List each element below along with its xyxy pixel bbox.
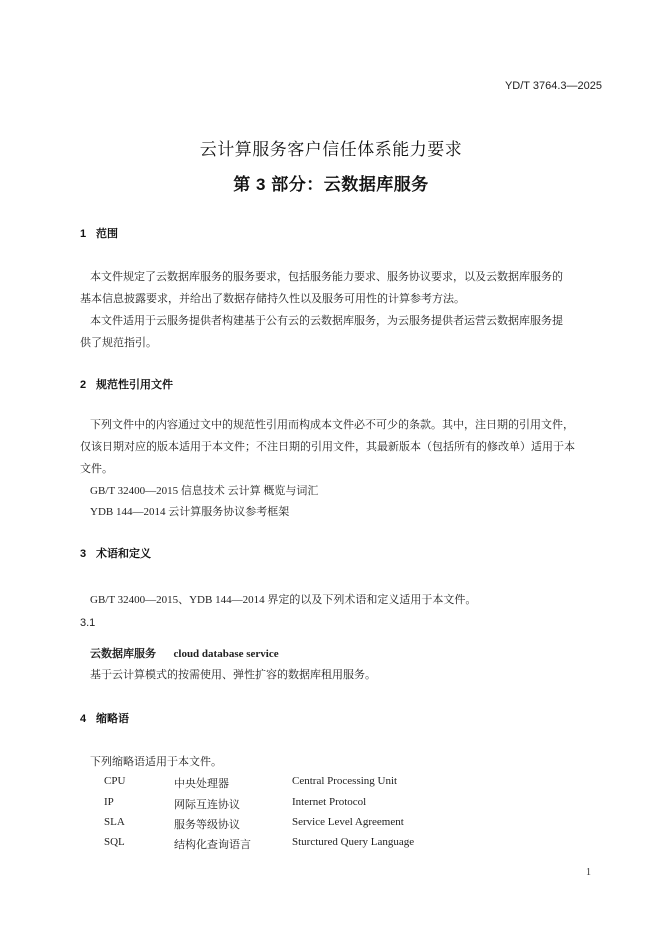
paragraph-line: 基本信息披露要求，并给出了数据存储持久性以及服务可用性的计算参考方法。 (80, 292, 465, 305)
section-title: 缩略语 (96, 713, 129, 725)
paragraph-line: GB/T 32400—2015、YDB 144—2014 界定的以及下列术语和定义适用于本文件。 (90, 594, 477, 606)
paragraph-line: 下列文件中的内容通过文中的规范性引用而构成本文件必不可少的条款。其中，注日期的引用文件， (90, 418, 574, 431)
paragraph-line: 文件。 (80, 462, 113, 475)
section-heading-scope (80, 225, 118, 241)
abbr-code: SQL (104, 836, 125, 848)
section-number: 2 (80, 379, 87, 391)
section-number: 1 (80, 228, 87, 240)
abbr-chinese: 结构化查询语言 (174, 838, 251, 851)
paragraph-line: 供了规范指引。 (80, 336, 157, 349)
abbr-english: Service Level Agreement (292, 816, 404, 828)
abbr-chinese: 中央处理器 (174, 777, 229, 790)
reference-item: GB/T 32400—2015 信息技术 云计算 概览与词汇 (90, 485, 319, 497)
abbr-chinese: 网际互连协议 (174, 798, 240, 811)
paragraph-line: 本文件规定了云数据库服务的服务要求，包括服务能力要求、服务协议要求，以及云数据库服务的 (90, 270, 563, 283)
abbr-chinese: 服务等级协议 (174, 818, 240, 831)
term-english: cloud database service (173, 648, 279, 660)
reference-item: YDB 144—2014 云计算服务协议参考框架 (90, 506, 290, 518)
term-entry (90, 645, 279, 661)
section-heading-abbreviations (80, 710, 129, 726)
abbr-english: Central Processing Unit (292, 775, 398, 787)
abbr-english: Internet Protocol (292, 796, 367, 808)
paragraph-line: 仅该日期对应的版本适用于本文件；不注日期的引用文件，其最新版本（包括所有的修改单）适用于本 (80, 440, 575, 453)
term-chinese: 云数据库服务 (90, 648, 156, 660)
section-title: 范围 (96, 228, 118, 240)
document-code: YD/T 3764.3—2025 (504, 80, 602, 92)
section-title: 规范性引用文件 (96, 379, 173, 391)
paragraph-line: 本文件适用于云服务提供者构建基于公有云的云数据库服务，为云服务提供者运营云数据库服务提 (90, 314, 563, 327)
section-title: 术语和定义 (96, 548, 151, 560)
paragraph-line: 下列缩略语适用于本文件。 (90, 755, 222, 768)
document-title: 云计算服务客户信任体系能力要求 (199, 140, 463, 159)
abbr-code: SLA (104, 816, 125, 828)
abbr-code: IP (104, 796, 114, 808)
section-heading-terms (80, 545, 151, 561)
term-definition: 基于云计算模式的按需使用、弹性扩容的数据库租用服务。 (90, 668, 376, 681)
page-number: 1 (586, 867, 591, 878)
abbr-english: Sturctured Query Language (292, 836, 415, 848)
section-number: 4 (80, 713, 87, 725)
section-heading-normative-references (80, 376, 173, 392)
abbr-code: CPU (104, 775, 126, 787)
term-number: 3.1 (80, 617, 96, 629)
document-subtitle: 第 3 部分：云数据库服务 (233, 175, 429, 194)
section-number: 3 (80, 548, 87, 560)
